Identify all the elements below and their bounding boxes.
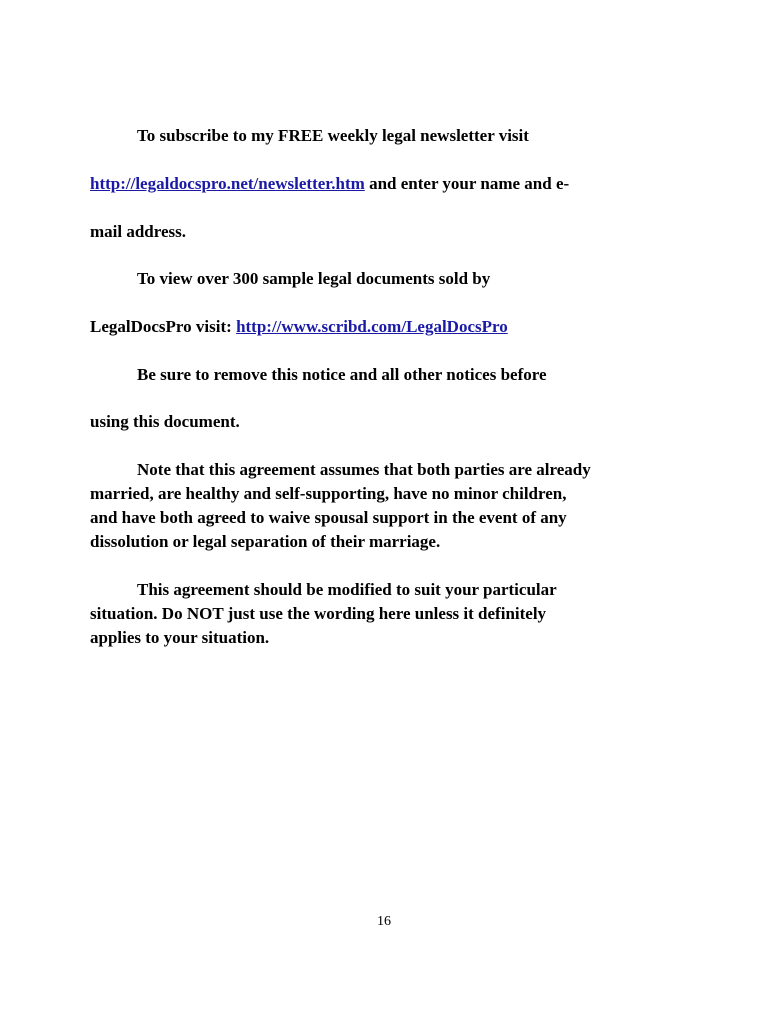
paragraph-2-line-2 (90, 317, 508, 337)
paragraph-1-line-2-text: and enter your name and e- (369, 174, 570, 193)
paragraph-3-line-1: Be sure to remove this notice and all other notices before (137, 365, 547, 384)
paragraph-4-line-2: married, are healthy and self-supporting, have no minor children, (90, 484, 567, 503)
paragraph-2-line-1: To view over 300 sample legal documents sold by (137, 269, 491, 288)
paragraph-5-line-1: This agreement should be modified to suit your particular (137, 580, 557, 599)
paragraph-1-line-1: To subscribe to my FREE weekly legal newsletter visit (137, 126, 529, 145)
paragraph-5-line-3: applies to your situation. (90, 628, 270, 647)
paragraph-5-line-2: situation. Do NOT just use the wording here unless it definitely (90, 604, 547, 623)
newsletter-link[interactable]: http://legaldocspro.net/newsletter.htm (90, 174, 365, 193)
paragraph-4-line-4: dissolution or legal separation of their marriage. (90, 532, 441, 551)
paragraph-1-line-3: mail address. (90, 222, 187, 241)
paragraph-2-line-2-prefix: LegalDocsPro visit: (90, 317, 232, 336)
paragraph-1-line-2 (90, 174, 569, 194)
page-number: 16 (377, 914, 391, 929)
paragraph-4-line-1: Note that this agreement assumes that both parties are already (137, 460, 591, 479)
paragraph-4-line-3: and have both agreed to waive spousal support in the event of any (90, 508, 567, 527)
paragraph-3-line-2: using this document. (90, 412, 240, 431)
scribd-link[interactable]: http://www.scribd.com/LegalDocsPro (236, 317, 508, 336)
